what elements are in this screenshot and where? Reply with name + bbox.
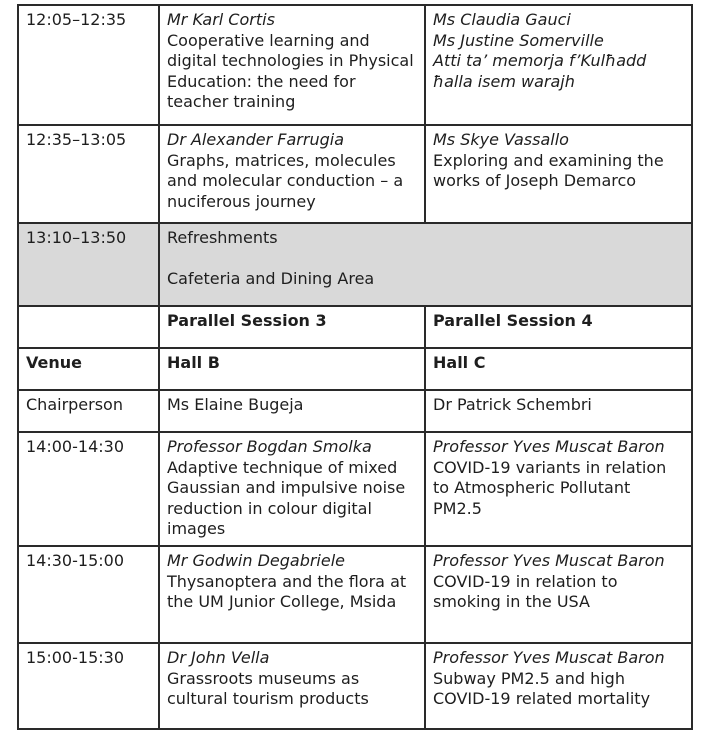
talk-title: Thysanoptera and the flora at the UM Junior College, Msida [167,571,407,611]
break-label: Refreshments [167,228,278,247]
time-slot: 13:10–13:50 [26,228,127,247]
chair-cell [425,390,692,432]
venue-cell [425,348,692,390]
talk-title: Graphs, matrices, molecules and molecular conduction – a nuciferous journey [167,150,404,211]
talk-title: COVID-19 in relation to smoking in the USA [433,571,618,611]
talk-cell [159,432,425,546]
chair-name: Ms Elaine Bugeja [167,395,304,414]
chair-row [18,390,692,432]
talk-cell [159,643,425,729]
time-slot: 14:00-14:30 [26,437,124,456]
speaker-name: Ms Justine Somerville [433,30,604,50]
speaker-name: Dr Alexander Farrugia [167,130,345,149]
chair-label-cell [18,390,159,432]
session-title: Parallel Session 3 [167,311,327,330]
speaker-name: Mr Karl Cortis [167,10,275,29]
table-row [18,432,692,546]
talk-title: Subway PM2.5 and high COVID-19 related mortality [433,668,651,708]
break-location: Cafeteria and Dining Area [167,268,375,288]
talk-cell [159,125,425,223]
talk-cell [159,5,425,125]
time-slot: 12:35–13:05 [26,130,127,149]
talk-title: Grassroots museums as cultural tourism products [167,668,369,708]
time-cell [18,432,159,546]
time-slot: 14:30-15:00 [26,551,124,570]
venue-name: Hall C [433,353,486,372]
chair-cell [159,390,425,432]
schedule-table [17,4,693,730]
table-row [18,5,692,125]
speaker-name: Mr Godwin Degabriele [167,551,346,570]
chair-label: Chairperson [26,395,123,414]
time-cell [18,5,159,125]
session-header-row [18,306,692,348]
talk-title: COVID-19 variants in relation to Atmospheric Pollutant PM2.5 [433,457,667,518]
session-title: Parallel Session 4 [433,311,593,330]
talk-cell [425,5,692,125]
speaker-name: Professor Bogdan Smolka [167,437,372,456]
venue-cell [159,348,425,390]
talk-title: Exploring and examining the works of Joseph Demarco [433,150,664,190]
speaker-name: Professor Yves Muscat Baron [433,648,665,667]
speaker-name: Professor Yves Muscat Baron [433,551,665,570]
talk-cell [425,432,692,546]
time-cell [18,546,159,643]
speaker-name: Dr John Vella [167,648,270,667]
time-slot: 15:00-15:30 [26,648,124,667]
talk-cell [159,546,425,643]
venue-name: Hall B [167,353,220,372]
break-row [18,223,692,306]
venue-row [18,348,692,390]
talk-cell [425,125,692,223]
session-header [425,306,692,348]
table-row [18,125,692,223]
time-cell [18,223,159,306]
time-cell [18,125,159,223]
venue-label: Venue [26,353,82,372]
speaker-name: Ms Skye Vassallo [433,130,569,149]
talk-cell [425,643,692,729]
talk-title: Cooperative learning and digital technologies in Physical Education: the need for teacher training [167,30,414,111]
time-slot: 12:05–12:35 [26,10,127,29]
spacer [167,249,684,269]
chair-name: Dr Patrick Schembri [433,395,592,414]
empty-cell [18,306,159,348]
break-cell [159,223,692,306]
talk-title: Adaptive technique of mixed Gaussian and impulsive noise reduction in colour digital images [167,457,406,538]
session-header [159,306,425,348]
speaker-name: Professor Yves Muscat Baron [433,437,665,456]
talk-cell [425,546,692,643]
table-row [18,546,692,643]
speaker-name: Ms Claudia Gauci [433,10,571,29]
time-cell [18,643,159,729]
venue-label-cell [18,348,159,390]
table-row [18,643,692,729]
talk-title: Atti ta’ memorja f’Kulħadd ħalla isem warajh [433,51,647,91]
